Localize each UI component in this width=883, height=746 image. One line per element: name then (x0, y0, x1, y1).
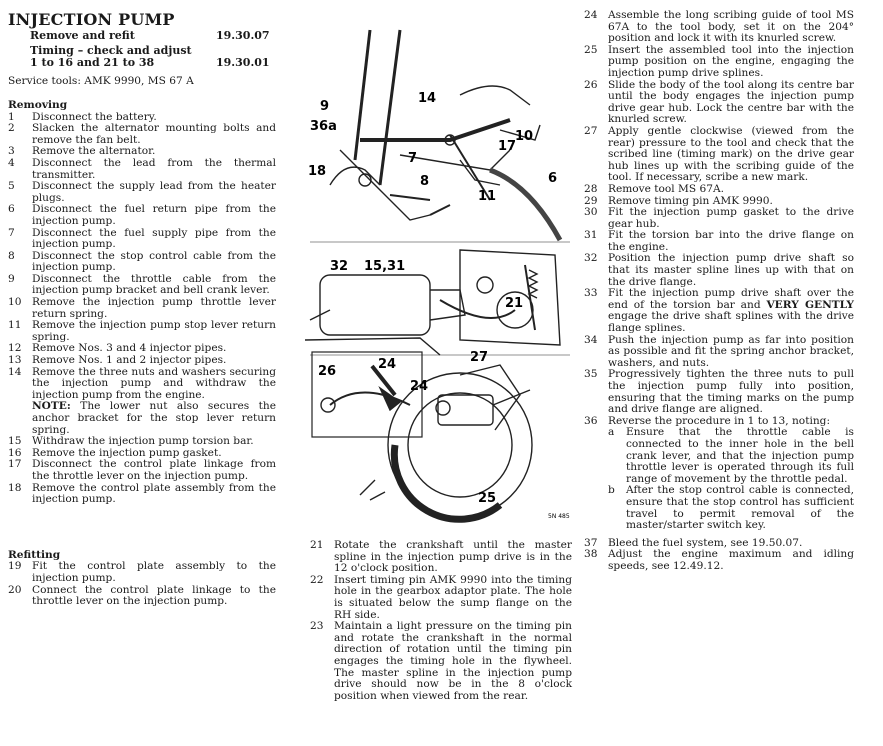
step-text: Remove tool MS 67A. (608, 182, 725, 195)
step-number: 35 (584, 368, 598, 381)
step-text: Disconnect the throttle cable from the injection pump bracket and bell crank lever. (32, 272, 276, 297)
section-heading-removing: Removing (8, 98, 68, 111)
ref-label: Timing – check and adjust 1 to 16 and 21 to 38 (30, 44, 192, 69)
figure-code: 5N 485 (548, 513, 570, 520)
step-text (608, 288, 854, 334)
step-text: Insert timing pin AMK 9990 into the timing hole in the gearbox adaptor plate. The hole is situated below the sump flange on the RH side. (334, 573, 572, 621)
right-steps-b (584, 335, 854, 428)
step-text: Disconnect the battery. (32, 110, 157, 123)
step-number: 24 (584, 9, 598, 21)
step-7 (8, 228, 276, 251)
step-number: 1 (8, 110, 15, 123)
step-text-pre: Fit the injection pump drive shaft over the end of the torsion bar and (608, 287, 854, 311)
step-number: 15 (8, 435, 22, 448)
sub-text: Ensure that the throttle cable is connected to the inner hole in the bell crank lever, and that the injection pump throttle lever is operated through its full range of movement by the throttle pedal. (626, 426, 854, 485)
step-19 (8, 561, 276, 584)
step-text: Insert the assembled tool into the injection pump position on the engine, engaging the injection pump drive splines. (608, 43, 854, 79)
step-text: Remove Nos. 1 and 2 injector pipes. (32, 354, 227, 367)
callout: 17 (498, 139, 517, 154)
step-number: 28 (584, 182, 598, 195)
ref-row-timing (8, 45, 276, 68)
sub-item-a (584, 427, 854, 485)
step-text: Remove the alternator. (32, 145, 156, 158)
step-number: 18 (8, 481, 22, 494)
step-24 (584, 10, 854, 45)
step-text: Disconnect the lead from the thermal transmitter. (32, 156, 276, 181)
sub-item-b (584, 485, 854, 531)
callout: 21 (505, 296, 524, 311)
ref-row-remove (8, 30, 276, 42)
step-number: 37 (584, 536, 598, 549)
refitting-steps (8, 561, 276, 607)
step-26 (584, 80, 854, 126)
step-number: 36 (584, 414, 598, 427)
step-number: 16 (8, 446, 22, 459)
step-number: 8 (8, 249, 15, 262)
callout: 8 (420, 174, 430, 189)
step-33 (584, 288, 854, 334)
step-21 (310, 540, 572, 575)
removing-steps-2 (8, 436, 276, 506)
ref-label: Remove and refit (30, 28, 135, 42)
step-text: Disconnect the fuel supply pipe from the injection pump. (32, 226, 276, 251)
callout: 36a (310, 119, 337, 134)
step-34 (584, 335, 854, 370)
note-label: NOTE: (32, 400, 71, 413)
step-number: 27 (584, 124, 598, 137)
right-column (584, 10, 854, 573)
step-text: Connect the control plate linkage to the throttle lever on the injection pump. (32, 583, 276, 608)
step-28 (584, 184, 854, 196)
step-32 (584, 253, 854, 288)
step-number: 38 (584, 548, 598, 561)
middle-steps (310, 540, 572, 702)
step-9 (8, 274, 276, 297)
note-text: The lower nut also secures the anchor bracket for the stop lever return spring. (32, 400, 276, 436)
step-text: Disconnect the fuel return pipe from the injection pump. (32, 203, 276, 227)
step-number: 13 (8, 354, 22, 367)
step-number: 4 (8, 156, 15, 169)
step-number: 22 (310, 573, 324, 586)
step-5 (8, 181, 276, 204)
step-number: 20 (8, 583, 22, 596)
page-title: INJECTION PUMP (8, 10, 175, 29)
step-35 (584, 369, 854, 415)
step-17 (8, 459, 276, 482)
step-text: Bleed the fuel system, see 19.50.07. (608, 536, 803, 549)
ref-code: 19.30.01 (216, 55, 270, 69)
step-10 (8, 297, 276, 320)
step-text: Rotate the crankshaft until the master spline in the injection pump drive is in the 12 o'clock position. (334, 539, 572, 575)
step-number: 5 (8, 180, 15, 193)
callout: 18 (308, 164, 327, 179)
right-steps-a (584, 10, 854, 288)
step-text-emphasis: VERY GENTLY (766, 298, 854, 311)
step-text: Progressively tighten the three nuts to pull the injection pump fully into position, ensuring that the timing marks on the pump and drive flange are aligned. (608, 368, 854, 416)
removing-steps (8, 112, 276, 402)
step-text: Slacken the alternator mounting bolts and remove the fan belt. (32, 122, 276, 146)
step-20 (8, 585, 276, 608)
step-18 (8, 483, 276, 506)
step-number: 30 (584, 206, 598, 219)
step-text: Slide the body of the tool along its centre bar until the body engages the injection pump drive gear hub. Lock the centre bar with the knurled screw. (608, 78, 854, 126)
step-number: 33 (584, 287, 598, 300)
step-text: Reverse the procedure in 1 to 13, noting: (608, 414, 831, 427)
callout: 14 (418, 91, 437, 106)
step-text-post: engage the drive shaft splines with the drive flange splines. (608, 310, 854, 335)
step-number: 34 (584, 333, 598, 346)
step-number: 12 (8, 342, 22, 355)
sub-text: After the stop control cable is connected, ensure that the stop control has sufficient travel to permit removal of the master/starter switch key. (626, 484, 854, 532)
step-38 (584, 549, 854, 572)
step-36-subitems (584, 427, 854, 531)
step-text: Apply gentle clockwise (viewed from the rear) pressure to the tool and check that the scribed line (timing mark) on the drive gear hub lines up with the scribing guide of the tool. If necessary, scribe a new mark. (608, 124, 854, 184)
step-text: Position the injection pump drive shaft so that its master spline lines up with that on the drive flange. (608, 252, 854, 288)
step-number: 25 (584, 43, 598, 56)
step-text: Disconnect the control plate linkage from the throttle lever on the injection pump. (32, 458, 276, 482)
step-number: 32 (584, 252, 598, 265)
step-text: Remove timing pin AMK 9990. (608, 194, 773, 207)
step-text: Adjust the engine maximum and idling speeds, see 12.49.12. (608, 548, 854, 572)
section-heading-refitting: Refitting (8, 548, 61, 561)
step-8 (8, 251, 276, 274)
callout: 25 (478, 491, 497, 506)
left-column (8, 10, 276, 608)
step-text: Fit the torsion bar into the drive flange on the engine. (608, 229, 854, 253)
step-text: Assemble the long scribing guide of tool MS 67A to the tool body, set it on the 204° position and lock it with its knurled screw. (608, 9, 854, 45)
step-number: 11 (8, 319, 22, 332)
ref-code: 19.30.07 (216, 28, 270, 42)
step-23 (310, 621, 572, 702)
callout: 7 (408, 151, 418, 166)
step-text: Remove Nos. 3 and 4 injector pipes. (32, 342, 227, 355)
step-text: Remove the injection pump throttle lever return spring. (32, 296, 276, 320)
callout: 26 (318, 364, 337, 379)
figure-svg (300, 10, 580, 525)
step-6 (8, 204, 276, 227)
step-text: Remove the injection pump stop lever return spring. (32, 319, 276, 343)
step-number: 7 (8, 226, 15, 239)
callout: 24 (410, 379, 429, 394)
step-4 (8, 158, 276, 181)
step-number: 6 (8, 203, 15, 216)
callout: 24 (378, 357, 397, 372)
step-number: 19 (8, 560, 22, 573)
step-number: 3 (8, 145, 15, 158)
step-text: Fit the injection pump gasket to the drive gear hub. (608, 206, 854, 230)
step-11 (8, 320, 276, 343)
step-2 (8, 123, 276, 146)
callout: 11 (478, 189, 497, 204)
callout: 15,31 (364, 259, 406, 274)
step-text: Fit the control plate assembly to the injection pump. (32, 560, 276, 584)
step-number: 26 (584, 78, 598, 91)
step-25 (584, 45, 854, 80)
step-text: Push the injection pump as far into position as possible and fit the spring anchor bracket, washers, and nuts. (608, 333, 854, 369)
step-text: Remove the injection pump gasket. (32, 446, 222, 459)
step-number: 2 (8, 122, 15, 135)
callout: 10 (515, 129, 534, 144)
step-number: 31 (584, 229, 598, 242)
step-number: 21 (310, 539, 324, 551)
callout: 6 (548, 171, 558, 186)
right-steps-c (584, 538, 854, 573)
step-text: Remove the three nuts and washers securing the injection pump and withdraw the injection pump from the engine. (32, 365, 276, 401)
step-text: Withdraw the injection pump torsion bar. (32, 435, 254, 448)
step-22 (310, 575, 572, 621)
note (8, 401, 276, 436)
step-27 (584, 126, 854, 184)
step-14 (8, 367, 276, 402)
step-text: Disconnect the supply lead from the heater plugs. (32, 180, 276, 204)
callout: 9 (320, 99, 330, 114)
sub-letter: a (608, 426, 615, 439)
step-number: 17 (8, 458, 22, 471)
callout: 27 (470, 350, 489, 365)
step-text: Remove the control plate assembly from the injection pump. (32, 481, 276, 506)
injection-pump-illustration (300, 10, 580, 525)
step-text: Maintain a light pressure on the timing pin and rotate the crankshaft in the normal direction of rotation until the timing pin engages the timing hole in the flywheel. The master spline in the injection pump drive should now be in the 8 o'clock position when viewed from the rear. (334, 620, 572, 702)
step-number: 23 (310, 620, 324, 633)
step-number: 29 (584, 194, 598, 207)
sub-letter: b (608, 484, 615, 497)
service-tools: Service tools: AMK 9990, MS 67 A (8, 75, 194, 88)
step-number: 10 (8, 296, 22, 309)
step-31 (584, 230, 854, 253)
step-text: Disconnect the stop control cable from the injection pump. (32, 249, 276, 274)
step-13 (8, 355, 276, 367)
step-number: 9 (8, 272, 15, 285)
step-30 (584, 207, 854, 230)
callout: 32 (330, 259, 349, 274)
step-number: 14 (8, 365, 22, 378)
